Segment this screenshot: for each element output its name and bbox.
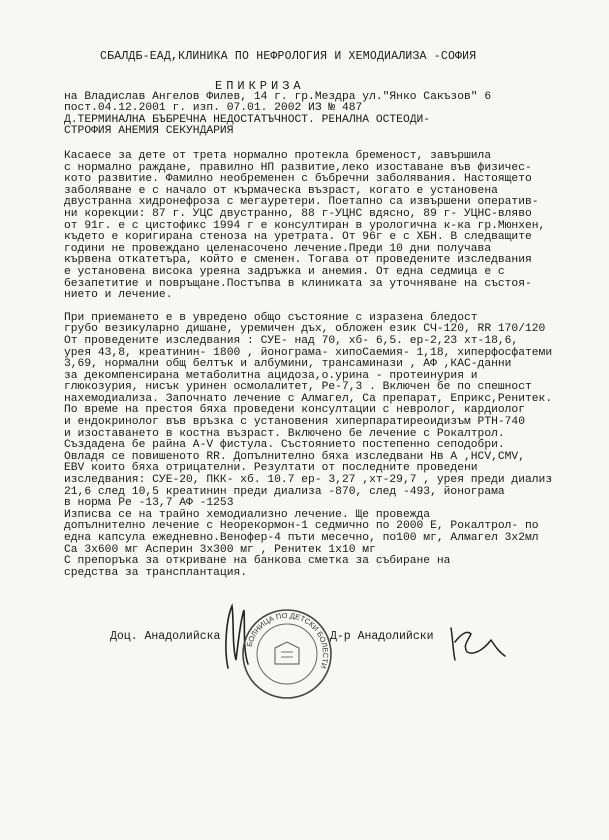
signature-area — [0, 600, 609, 720]
body-line: и изоставането в костна възраст. Включено бе лечение с Рокалтрол. — [64, 427, 505, 440]
body-line: С препоръка за откриване на банкова сметка за събиране на — [64, 555, 451, 568]
body-line: средства за трансплантация. — [64, 566, 248, 579]
document-body — [64, 151, 594, 579]
body-line: кървена откатетъра, който е сменен. Тогава от проведените изследвания — [64, 254, 532, 267]
body-line: глюкозурия, нисък уринен осмолалитет, Ре-7,3 . Включен бе по спешност — [64, 381, 532, 394]
body-line: кото развитие. Фамилно необременен с бъбречни заболявания. Настоящето — [64, 173, 532, 186]
body-line: Създадена бе райна А-V фистула. Състоянието постепенно сеподобри. — [64, 439, 505, 452]
body-line: Са 3х600 мг Асперин 3х300 мг , Ренитек 1х10 мг — [64, 543, 376, 556]
body-line: По време на престоя бяха проведени консултации с невролог, кардиолог — [64, 404, 525, 417]
meta-line: Д.ТЕРМИНАЛНА БЪБРЕЧНА НЕДОСТАТЪЧНОСТ. РЕНАЛНА ОСТЕОДИ- — [64, 113, 431, 126]
body-line: заболяване е с начало от кърмаческа възраст, когато е установена — [64, 184, 498, 197]
signature-left-name: Доц. Анадолийска — [110, 630, 221, 643]
body-line: урея 43,8, креатинин- 1800 , йонограма- хипоСаемия- 1,18, хиперфосфатеми — [64, 346, 553, 359]
body-line: години не провеждано целенасочено лечение.Преди 10 дни получава — [64, 242, 492, 255]
signature-right-name: Д-р Анадолийски — [330, 630, 434, 643]
body-line: 3,69, нормални общ белтък и албумини, трансаминази , АФ ,КАС-данни — [64, 358, 512, 371]
body-line: в норма Ре -13,7 АФ -1253 — [64, 497, 234, 510]
body-line: допълнително лечение с Неорекормон-1 седмично по 2000 Е, Рокалтрол- по — [64, 520, 539, 533]
body-line: Касаесе за дете от трета нормално протекла бременост, завършила — [64, 150, 492, 162]
institution-stamp-icon — [237, 604, 337, 704]
body-line: безапетитие и повръщане.Постъпва в клиниката за уточняване на състоя- — [64, 277, 532, 290]
body-line: с нормално раждане, правилно НП развитие,леко изоставане във физичес- — [64, 161, 532, 174]
body-line: 21,6 след 10,5 креатинин преди диализа -870, след -493, йонограма — [64, 485, 505, 498]
paragraph-recommendation — [64, 556, 594, 579]
meta-line: на Владислав Ангелов Филев, 14 г. гр.Мездра ул."Янко Сакъзов" 6 — [64, 91, 492, 103]
stamp-text: БОЛНИЦА ПО ДЕТСКИ БОЛЕСТИ — [244, 610, 331, 670]
body-line: При приемането е в увредено общо състояние с изразена бледост — [64, 311, 478, 324]
body-line: двустранна хидронефроза с мегауретери. Поетапно са извършени оператив- — [64, 196, 539, 209]
body-line: изследвания: СУЕ-20, ПКК- хб. 10.7 ер- 3,27 ,хт-29,7 , урея преди диализ — [64, 474, 553, 487]
paragraph-history — [64, 151, 594, 302]
body-line: една капсула ежедневно.Венофер-4 пъти месечно, по100 мг, Алмагел 3х2мл — [64, 532, 539, 544]
body-line: и ендокринолог във връзка с установения хиперпаратиреоидизъм РТН-740 — [64, 416, 525, 429]
body-line: Изписва се на трайно хемодиализно лечение. Ще провежда — [64, 508, 431, 521]
body-line: От проведените изследвания : СУЕ- над 70, хб- 6,5. ер-2,23 хт-18,6, — [64, 334, 519, 347]
patient-meta — [64, 92, 584, 138]
body-line: където е коригирана стеноза на уретрата. От 96г е с ХБН. В следващите — [64, 231, 532, 244]
paragraph-findings — [64, 313, 594, 510]
paragraph-discharge — [64, 510, 594, 556]
body-line: за декомпенсирана метаболитна ацидоза,о.урина - протеинурия и — [64, 369, 478, 382]
body-line: ни корекции: 87 г. УЦС двустранно, 88 г-УЦНС вдясно, 89 г- УЦНС-вляво — [64, 207, 532, 220]
document-title: ЕПИКРИЗА — [215, 79, 305, 93]
body-line: Овладя се повишеното RR. Допълнително бяха изследвани Hв А ,НСV,СМV, — [64, 450, 525, 463]
body-line: нието и лечение. — [64, 289, 173, 302]
body-line: е установена висока уреяна задръжка и анемия. От една седмица е с — [64, 265, 505, 278]
body-line: от 91г. е с цистофикс 1994 г е консултиран в урологична к-ка гр.Мюнхен, — [64, 219, 546, 232]
body-line: грубо везикуларно дишане, уремичен дъх, обложен език СЧ-120, RR 170/120 — [64, 323, 546, 336]
body-line: ЕВV които бяха отрицателни. Резултати от последните проведени — [64, 462, 478, 475]
meta-line: пост.04.12.2001 г. изп. 07.01. 2002 ИЗ № 487 — [64, 102, 363, 115]
handwritten-signature-right — [445, 622, 515, 662]
meta-line: СТРОФИЯ АНЕМИЯ СЕКУНДАРИЯ — [64, 125, 234, 138]
body-line: нахемодиализа. Започнато лечение с Алмагел, Са препарат, Еприкс,Ренитек. — [64, 392, 553, 405]
institution-header: СБАЛДБ-ЕАД,КЛИНИКА ПО НЕФРОЛОГИЯ И ХЕМОДИАЛИЗА -СОФИЯ — [100, 50, 477, 63]
